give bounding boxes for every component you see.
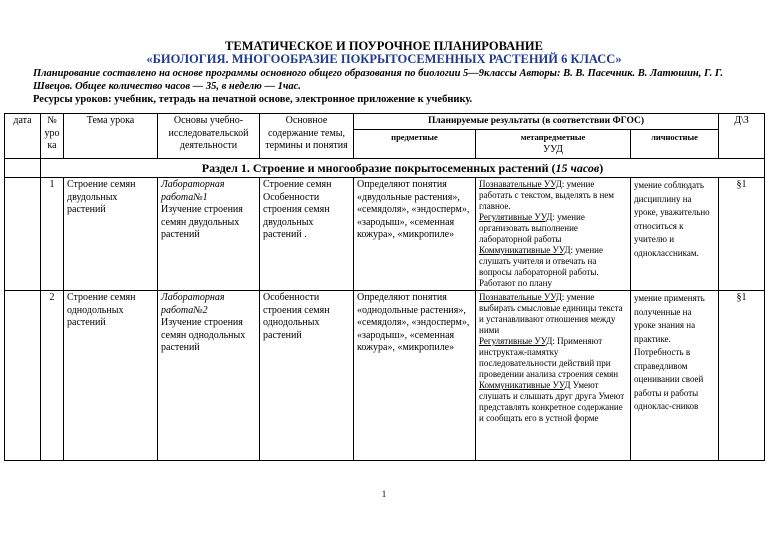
header-subject-results: предметные <box>354 129 476 158</box>
cell-lesson-number: 1 <box>41 178 64 291</box>
header-lesson-number: № уро ка <box>41 114 64 159</box>
table-row <box>5 291 765 461</box>
document-subtitle: «БИОЛОГИЯ. МНОГООБРАЗИЕ ПОКРЫТОСЕМЕННЫХ РАСТЕНИЙ 6 КЛАСС» <box>146 52 622 66</box>
intro-resources-text: Ресурсы уроков: учебник, тетрадь на печатной основе, электронное приложение к учебнику. <box>33 94 473 105</box>
cell-topic: Строение семян двудольных растений <box>64 178 158 291</box>
page-number: 1 <box>381 489 387 499</box>
header-homework: Д\З <box>719 114 765 159</box>
cell-research-basis: Лабораторная работа№2 Изучение строения семян однодольных растений <box>158 291 260 461</box>
cell-homework: §1 <box>719 291 765 461</box>
cell-topic: Строение семян однодольных растений <box>64 291 158 461</box>
cell-main-content: Особенности строения семян однодольных растений <box>260 291 354 461</box>
header-personal-results: личностные <box>631 129 719 158</box>
cell-subject-results: Определяют понятия «однодольные растения», «семядоля», «эндосперм», «зародыш», «семенная кожура», «микропиле» <box>354 291 476 461</box>
header-research-basis: Основы учебно-исследовательской деятельности <box>158 114 260 159</box>
header-row <box>5 114 765 130</box>
section-row <box>5 158 765 178</box>
header-main-content: Основное содержание темы, термины и понятия <box>260 114 354 159</box>
section-title: Раздел 1. Строение и многообразие покрытосеменных растений (15 часов) <box>41 158 765 178</box>
cell-subject-results: Определяют понятия «двудольные растения», «семядоля», «эндосперм», «зародыш», «семенная кожура», «микропиле» <box>354 178 476 291</box>
cell-meta-results: Познавательные УУД: умение выбирать смысловые единицы текста и устанавливают отношения между ними Регулятивные УУД: Применяют инструктаж-памятку последовательности действий при проведении анализа строения семян Коммуникативные УУД Умеют слушать и слышать друг друга Умеют представлять конкретное содержание и сообщать его в устной форме <box>476 291 631 461</box>
header-date: дата <box>5 114 41 159</box>
cell-main-content: Строение семян Особенности строения семян двудольных растений . <box>260 178 354 291</box>
cell-date <box>5 291 41 461</box>
cell-date <box>5 178 41 291</box>
header-planned-results: Планируемые результаты (в соответствии ФГОС) <box>354 114 719 130</box>
cell-research-basis: Лабораторная работа№1 Изучение строения семян двудольных растений <box>158 178 260 291</box>
cell-personal-results: умение соблюдать дисциплину на уроке, уважительно относиться к учителю и одноклассникам. <box>631 178 719 291</box>
intro-program-text: Планирование составлено на основе программы основного общего образования по биологии 5—9классы Авторы: В. В. Пасечник. В. Латюшин, Г. Г. Швецов. Общее количество часов — 35, в неделю — 1час. <box>33 68 723 92</box>
header-meta-results: метапредметные УУД <box>476 129 631 158</box>
cell-lesson-number: 2 <box>41 291 64 461</box>
cell-homework: §1 <box>719 178 765 291</box>
planning-table <box>4 113 765 461</box>
table-row <box>5 178 765 291</box>
cell-personal-results: умение применять полученные на уроке знания на практике. Потребность в справедливом оценивании своей работы и работы одноклас-сников <box>631 291 719 461</box>
document-title: ТЕМАТИЧЕСКОЕ И ПОУРОЧНОЕ ПЛАНИРОВАНИЕ <box>225 39 543 53</box>
header-topic: Тема урока <box>64 114 158 159</box>
cell-meta-results: Познавательные УУД: умение работать с текстом, выделять в нем главное. Регулятивные УУД: умение организовать выполнение лабораторной работы Коммуникативные УУД: умение слушать учителя и отвечать на вопросы лабораторной работы. Работают по плану <box>476 178 631 291</box>
